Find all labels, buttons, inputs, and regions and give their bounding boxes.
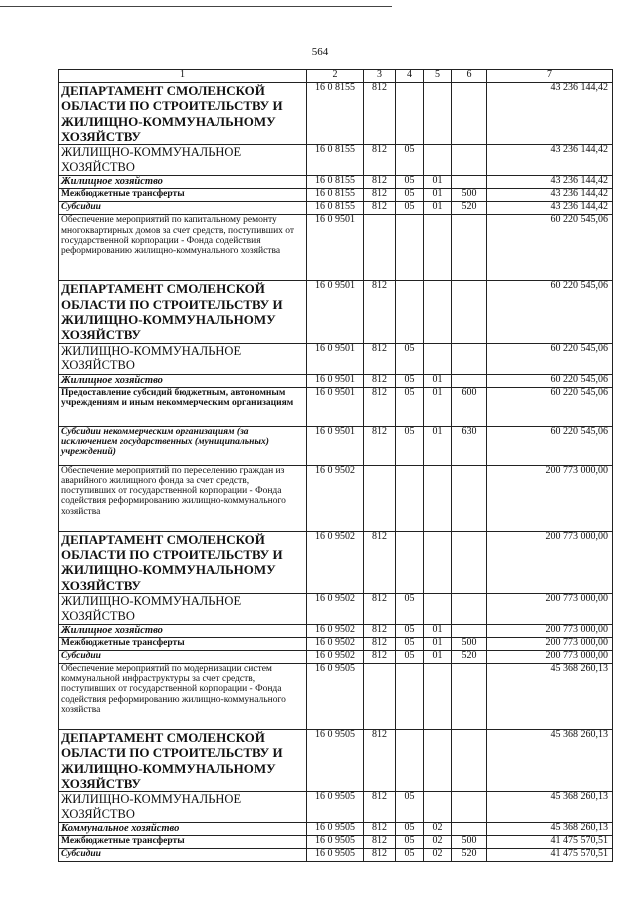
table-row (59, 202, 613, 215)
cell-subsection (424, 792, 452, 823)
cell-subsection (424, 145, 452, 176)
cell-expense-type (452, 145, 487, 176)
cell-program-code: 16 0 9502 (307, 650, 364, 663)
cell-subsection: 01 (424, 637, 452, 650)
cell-name: Коммунальное хозяйство (59, 823, 307, 836)
cell-expense-type: 500 (452, 637, 487, 650)
cell-program-code: 16 0 9502 (307, 637, 364, 650)
cell-program-code: 16 0 9505 (307, 823, 364, 836)
cell-name: Субсидии (59, 202, 307, 215)
cell-program-code: 16 0 8155 (307, 189, 364, 202)
cell-name: Субсидии некоммерческим организациям (за исключением государственных (муниципальных) учреждений) (59, 426, 307, 465)
cell-section (396, 465, 424, 531)
cell-name: ЖИЛИЩНО-КОММУНАЛЬНОЕ ХОЗЯЙСТВО (59, 343, 307, 374)
cell-ministry-code: 812 (364, 387, 396, 426)
cell-section: 05 (396, 849, 424, 862)
cell-section: 05 (396, 624, 424, 637)
cell-expense-type (452, 729, 487, 791)
cell-amount: 200 773 000,00 (487, 650, 613, 663)
cell-subsection (424, 465, 452, 531)
cell-amount: 200 773 000,00 (487, 593, 613, 624)
cell-program-code: 16 0 9501 (307, 215, 364, 281)
cell-program-code: 16 0 9502 (307, 531, 364, 593)
cell-amount: 41 475 570,51 (487, 836, 613, 849)
table-row (59, 849, 613, 862)
cell-ministry-code: 812 (364, 281, 396, 343)
cell-ministry-code: 812 (364, 624, 396, 637)
cell-section: 05 (396, 176, 424, 189)
cell-name: Субсидии (59, 849, 307, 862)
cell-subsection (424, 281, 452, 343)
table-row (59, 281, 613, 343)
cell-expense-type (452, 215, 487, 281)
cell-program-code: 16 0 9505 (307, 792, 364, 823)
cell-ministry-code: 812 (364, 176, 396, 189)
cell-ministry-code (364, 663, 396, 729)
cell-amount: 60 220 545,06 (487, 215, 613, 281)
table-row (59, 729, 613, 791)
header-col-1: 1 (59, 70, 307, 83)
cell-name: ДЕПАРТАМЕНТ СМОЛЕНСКОЙ ОБЛАСТИ ПО СТРОИТЕЛЬСТВУ И ЖИЛИЩНО-КОММУНАЛЬНОМУ ХОЗЯЙСТВУ (59, 531, 307, 593)
cell-subsection: 01 (424, 426, 452, 465)
table-row (59, 823, 613, 836)
cell-name: Жилищное хозяйство (59, 374, 307, 387)
cell-expense-type (452, 281, 487, 343)
cell-amount: 41 475 570,51 (487, 849, 613, 862)
cell-program-code: 16 0 9501 (307, 387, 364, 426)
cell-name: Обеспечение мероприятий по капитальному ремонту многоквартирных домов за счет средств, поступивших от государственной корпорации - Фонда содействия реформированию жилищно-коммунального хозяйства (59, 215, 307, 281)
cell-ministry-code: 812 (364, 637, 396, 650)
cell-subsection: 01 (424, 202, 452, 215)
cell-subsection: 01 (424, 624, 452, 637)
cell-amount: 43 236 144,42 (487, 176, 613, 189)
cell-amount: 60 220 545,06 (487, 426, 613, 465)
cell-amount: 60 220 545,06 (487, 343, 613, 374)
cell-program-code: 16 0 9505 (307, 836, 364, 849)
table-row (59, 624, 613, 637)
cell-subsection: 02 (424, 836, 452, 849)
cell-subsection (424, 531, 452, 593)
cell-program-code: 16 0 9502 (307, 624, 364, 637)
cell-section: 05 (396, 374, 424, 387)
cell-program-code: 16 0 9501 (307, 374, 364, 387)
cell-amount: 43 236 144,42 (487, 202, 613, 215)
header-col-7: 7 (487, 70, 613, 83)
cell-subsection (424, 343, 452, 374)
cell-expense-type (452, 624, 487, 637)
page-number: 564 (311, 46, 329, 58)
cell-name: ДЕПАРТАМЕНТ СМОЛЕНСКОЙ ОБЛАСТИ ПО СТРОИТЕЛЬСТВУ И ЖИЛИЩНО-КОММУНАЛЬНОМУ ХОЗЯЙСТВУ (59, 281, 307, 343)
header-col-5: 5 (424, 70, 452, 83)
cell-subsection: 01 (424, 189, 452, 202)
table-row (59, 215, 613, 281)
cell-subsection: 01 (424, 374, 452, 387)
cell-name: ЖИЛИЩНО-КОММУНАЛЬНОЕ ХОЗЯЙСТВО (59, 792, 307, 823)
cell-name: Субсидии (59, 650, 307, 663)
cell-ministry-code: 812 (364, 729, 396, 791)
cell-ministry-code: 812 (364, 792, 396, 823)
cell-expense-type (452, 176, 487, 189)
cell-amount: 45 368 260,13 (487, 823, 613, 836)
cell-program-code: 16 0 9505 (307, 849, 364, 862)
cell-subsection (424, 663, 452, 729)
table-body (59, 70, 613, 862)
cell-program-code: 16 0 9501 (307, 343, 364, 374)
cell-ministry-code (364, 465, 396, 531)
cell-name: ЖИЛИЩНО-КОММУНАЛЬНОЕ ХОЗЯЙСТВО (59, 145, 307, 176)
cell-name: Жилищное хозяйство (59, 176, 307, 189)
cell-name: Обеспечение мероприятий по модернизации систем коммунальной инфраструктуры за счет средств, поступивших от государственной корпорации - Фонда содействия реформированию жилищно-коммунального хозяйства (59, 663, 307, 729)
cell-amount: 200 773 000,00 (487, 465, 613, 531)
table-row (59, 792, 613, 823)
cell-subsection: 02 (424, 823, 452, 836)
cell-section: 05 (396, 145, 424, 176)
cell-program-code: 16 0 9502 (307, 465, 364, 531)
cell-subsection: 01 (424, 176, 452, 189)
cell-amount: 60 220 545,06 (487, 374, 613, 387)
cell-ministry-code: 812 (364, 426, 396, 465)
table-row (59, 189, 613, 202)
table-row (59, 836, 613, 849)
header-col-3: 3 (364, 70, 396, 83)
cell-name: Межбюджетные трансферты (59, 637, 307, 650)
cell-section: 05 (396, 650, 424, 663)
cell-amount: 60 220 545,06 (487, 281, 613, 343)
cell-section: 05 (396, 343, 424, 374)
table-row (59, 593, 613, 624)
cell-name: Жилищное хозяйство (59, 624, 307, 637)
table-row (59, 374, 613, 387)
cell-expense-type (452, 83, 487, 145)
top-rule (0, 6, 392, 7)
budget-table (58, 69, 613, 862)
cell-ministry-code: 812 (364, 849, 396, 862)
cell-amount: 43 236 144,42 (487, 189, 613, 202)
table-row (59, 650, 613, 663)
table-row (59, 663, 613, 729)
cell-name: Предоставление субсидий бюджетным, автономным учреждениям и иным некоммерческим организациям (59, 387, 307, 426)
cell-ministry-code: 812 (364, 593, 396, 624)
cell-ministry-code: 812 (364, 823, 396, 836)
cell-section (396, 729, 424, 791)
cell-expense-type: 500 (452, 836, 487, 849)
cell-program-code: 16 0 8155 (307, 83, 364, 145)
header-col-2: 2 (307, 70, 364, 83)
table-row (59, 83, 613, 145)
cell-ministry-code: 812 (364, 374, 396, 387)
cell-expense-type: 630 (452, 426, 487, 465)
cell-subsection: 02 (424, 849, 452, 862)
cell-name: ЖИЛИЩНО-КОММУНАЛЬНОЕ ХОЗЯЙСТВО (59, 593, 307, 624)
cell-section (396, 281, 424, 343)
cell-amount: 43 236 144,42 (487, 83, 613, 145)
cell-ministry-code: 812 (364, 145, 396, 176)
cell-ministry-code: 812 (364, 650, 396, 663)
cell-ministry-code (364, 215, 396, 281)
cell-expense-type: 500 (452, 189, 487, 202)
cell-expense-type: 520 (452, 849, 487, 862)
cell-expense-type (452, 374, 487, 387)
table-row (59, 426, 613, 465)
cell-ministry-code: 812 (364, 189, 396, 202)
cell-ministry-code: 812 (364, 531, 396, 593)
cell-section (396, 531, 424, 593)
cell-amount: 45 368 260,13 (487, 729, 613, 791)
cell-expense-type (452, 531, 487, 593)
cell-section: 05 (396, 637, 424, 650)
cell-section (396, 83, 424, 145)
cell-program-code: 16 0 9501 (307, 281, 364, 343)
cell-section: 05 (396, 189, 424, 202)
cell-program-code: 16 0 8155 (307, 202, 364, 215)
table-row (59, 176, 613, 189)
cell-name: Межбюджетные трансферты (59, 836, 307, 849)
cell-expense-type (452, 663, 487, 729)
cell-section (396, 663, 424, 729)
cell-section (396, 215, 424, 281)
cell-expense-type (452, 792, 487, 823)
cell-section: 05 (396, 823, 424, 836)
cell-amount: 200 773 000,00 (487, 531, 613, 593)
cell-amount: 200 773 000,00 (487, 624, 613, 637)
cell-section: 05 (396, 426, 424, 465)
cell-subsection (424, 83, 452, 145)
cell-subsection (424, 729, 452, 791)
cell-expense-type: 520 (452, 202, 487, 215)
cell-section: 05 (396, 387, 424, 426)
table-row (59, 145, 613, 176)
cell-program-code: 16 0 8155 (307, 176, 364, 189)
cell-program-code: 16 0 9505 (307, 663, 364, 729)
cell-ministry-code: 812 (364, 836, 396, 849)
cell-name: Межбюджетные трансферты (59, 189, 307, 202)
header-col-6: 6 (452, 70, 487, 83)
cell-name: ДЕПАРТАМЕНТ СМОЛЕНСКОЙ ОБЛАСТИ ПО СТРОИТЕЛЬСТВУ И ЖИЛИЩНО-КОММУНАЛЬНОМУ ХОЗЯЙСТВУ (59, 83, 307, 145)
table-row (59, 343, 613, 374)
cell-program-code: 16 0 9501 (307, 426, 364, 465)
cell-program-code: 16 0 9505 (307, 729, 364, 791)
cell-subsection: 01 (424, 650, 452, 663)
cell-program-code: 16 0 9502 (307, 593, 364, 624)
cell-amount: 45 368 260,13 (487, 663, 613, 729)
table-row (59, 531, 613, 593)
cell-name: ДЕПАРТАМЕНТ СМОЛЕНСКОЙ ОБЛАСТИ ПО СТРОИТЕЛЬСТВУ И ЖИЛИЩНО-КОММУНАЛЬНОМУ ХОЗЯЙСТВУ (59, 729, 307, 791)
table-row (59, 387, 613, 426)
cell-name: Обеспечение мероприятий по переселению граждан из аварийного жилищного фонда за счет средств, поступивших от государственной корпорации - Фонда содействия реформированию жилищно-коммунального хозяйства (59, 465, 307, 531)
cell-subsection (424, 593, 452, 624)
table-row (59, 465, 613, 531)
cell-expense-type (452, 465, 487, 531)
cell-section: 05 (396, 836, 424, 849)
cell-expense-type (452, 343, 487, 374)
cell-expense-type: 520 (452, 650, 487, 663)
cell-amount: 200 773 000,00 (487, 637, 613, 650)
cell-expense-type (452, 593, 487, 624)
cell-amount: 60 220 545,06 (487, 387, 613, 426)
cell-expense-type (452, 823, 487, 836)
cell-section: 05 (396, 792, 424, 823)
cell-ministry-code: 812 (364, 83, 396, 145)
cell-amount: 45 368 260,13 (487, 792, 613, 823)
header-row (59, 70, 613, 83)
cell-amount: 43 236 144,42 (487, 145, 613, 176)
cell-subsection: 01 (424, 387, 452, 426)
header-col-4: 4 (396, 70, 424, 83)
cell-subsection (424, 215, 452, 281)
table-row (59, 637, 613, 650)
cell-section: 05 (396, 202, 424, 215)
cell-section: 05 (396, 593, 424, 624)
cell-expense-type: 600 (452, 387, 487, 426)
cell-ministry-code: 812 (364, 202, 396, 215)
cell-ministry-code: 812 (364, 343, 396, 374)
cell-program-code: 16 0 8155 (307, 145, 364, 176)
